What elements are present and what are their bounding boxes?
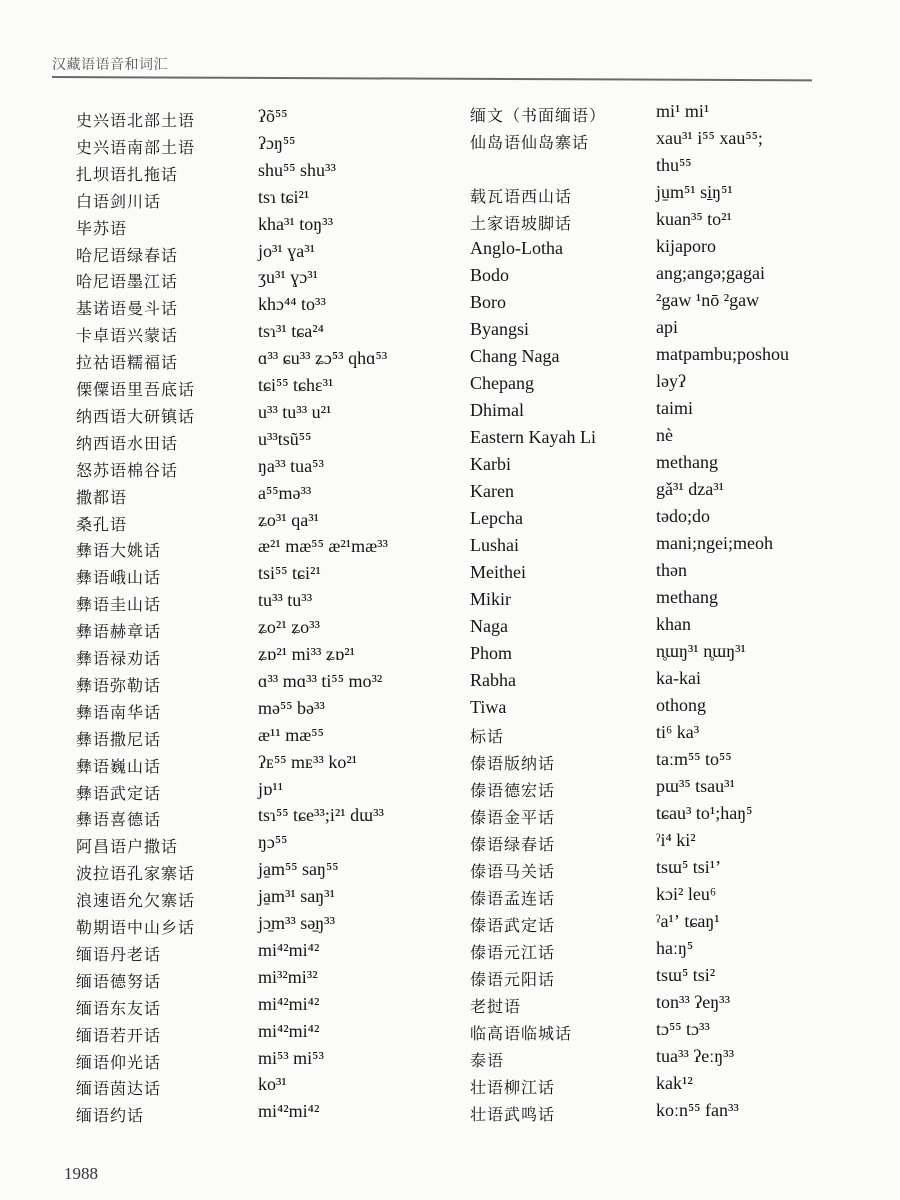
language-name: 傣语绿春话	[470, 835, 556, 854]
phonetic-form: tsi⁵⁵ tɕi²¹	[258, 563, 321, 584]
language-name: 傣语元阳话	[470, 970, 556, 989]
phonetic-form: mi¹ mi¹	[656, 101, 710, 121]
language-name: 傣语版纳话	[470, 754, 556, 773]
language-name: 仙岛语仙岛寨话	[470, 133, 590, 152]
phonetic-form: mə⁵⁵ bə³³	[258, 697, 325, 718]
phonetic-form: tsɯ⁵ tsi²	[656, 965, 716, 985]
language-name: 哈尼语墨江话	[76, 272, 179, 292]
phonetic-form: shu⁵⁵ shu³³	[258, 159, 336, 180]
language-name: Boro	[470, 292, 506, 312]
phonetic-form: ˀi⁴ ki²	[656, 830, 696, 850]
phonetic-form: ti⁶ ka³	[656, 722, 700, 742]
phonetic-form: tsɿ tɕi²¹	[258, 186, 310, 207]
language-name: 史兴语南部土语	[76, 137, 196, 157]
phonetic-form: a⁵⁵mə³³	[258, 482, 312, 503]
language-name: 波拉语孔家寨话	[76, 864, 196, 884]
language-name: Mikir	[470, 589, 512, 609]
phonetic-form: ʑo³¹ qa³¹	[258, 509, 319, 530]
language-name: 傣语孟连话	[470, 889, 556, 908]
phonetic-form: tua³³ ʔeːŋ³³	[656, 1046, 734, 1066]
phonetic-form: pɯ³⁵ tsau³¹	[656, 776, 735, 796]
phonetic-form: ɑ³³ ɕu³³ ʑɔ⁵³ qhɑ⁵³	[258, 348, 388, 369]
language-name: 彝语武定话	[76, 783, 162, 803]
phonetic-form: jo³¹ ɣa³¹	[258, 240, 316, 261]
header-rule	[52, 76, 812, 81]
language-name: Eastern Kayah Li	[470, 427, 596, 447]
phonetic-form: ʔᴇ⁵⁵ mᴇ³³ ko²¹	[258, 751, 358, 772]
phonetic-form: kha³¹ toŋ³³	[258, 213, 333, 234]
language-name: Bodo	[470, 265, 510, 285]
language-name: Chang Naga	[470, 346, 560, 366]
phonetic-form: haːŋ⁵	[656, 938, 694, 958]
phonetic-form: mi⁴²mi⁴²	[258, 1101, 320, 1122]
language-name: Naga	[470, 616, 508, 636]
phonetic-form: ka-kai	[656, 668, 701, 688]
language-name: 基诺语曼斗话	[76, 299, 179, 319]
language-name: 傣语德宏话	[470, 781, 556, 800]
language-name: 勒期语中山乡话	[76, 918, 196, 937]
language-name: Phom	[470, 643, 513, 663]
language-name: Karbi	[470, 454, 511, 474]
phonetic-form: ton³³ ʔeŋ³³	[656, 992, 730, 1012]
language-name: 哈尼语绿春话	[76, 245, 179, 265]
phonetic-form: ko³¹	[258, 1074, 287, 1095]
language-name: 史兴语北部土语	[76, 111, 196, 130]
language-name: 阿昌语户撒话	[76, 837, 179, 857]
language-name: 彝语禄劝话	[76, 649, 162, 668]
language-name: 缅语东友话	[76, 998, 162, 1018]
phonetic-form: ɑ³³ mɑ³³ ti⁵⁵ mo³²	[258, 670, 383, 691]
phonetic-form: koːn⁵⁵ fan³³	[656, 1100, 739, 1120]
phonetic-form: api	[656, 317, 678, 337]
language-name: Karen	[470, 481, 514, 501]
language-name: Meithei	[470, 562, 526, 582]
phonetic-form: ŋa³³ tua⁵³	[258, 455, 324, 476]
phonetic-form: matpambu;poshou	[656, 344, 789, 364]
language-name: Anglo-Lotha	[470, 238, 563, 258]
language-name: 彝语巍山话	[76, 756, 162, 776]
phonetic-form: jɒ¹¹	[258, 778, 284, 799]
phonetic-form: methang	[656, 587, 718, 607]
phonetic-form: tɕi⁵⁵ tɕhɛ³¹	[258, 375, 334, 395]
language-name: 缅语约话	[76, 1106, 145, 1126]
phonetic-form: tədo;do	[656, 506, 710, 526]
phonetic-form: n̥ɯŋ³¹ n̥ɯŋ³¹	[656, 641, 746, 661]
phonetic-form: ləyʔ	[656, 371, 686, 391]
language-name: 扎坝语扎拖话	[76, 164, 179, 184]
language-name: Chepang	[470, 373, 534, 393]
language-name: 缅文（书面缅语）	[470, 106, 607, 125]
language-name: 缅语德努话	[76, 971, 162, 991]
language-name: 彝语赫章话	[76, 622, 162, 642]
language-name: Lepcha	[470, 508, 523, 528]
language-name: 撒都语	[76, 487, 128, 507]
language-name: 傈僳语里吾底话	[76, 380, 196, 399]
language-name: Lushai	[470, 535, 519, 555]
language-name: 傣语元江话	[470, 943, 556, 962]
phonetic-form: nè	[656, 425, 673, 445]
language-name: 浪速语允欠寨话	[76, 891, 196, 911]
language-name: 缅语仰光话	[76, 1052, 162, 1072]
phonetic-form: ju̠m⁵¹ si̠ŋ⁵¹	[656, 182, 733, 202]
phonetic-form: kɔi² leu⁶	[656, 884, 717, 904]
phonetic-form: æ¹¹ mæ⁵⁵	[258, 724, 324, 745]
phonetic-form: kijaporo	[656, 236, 716, 256]
phonetic-form: mi⁴²mi⁴²	[258, 939, 320, 960]
phonetic-form: mi⁴²mi⁴²	[258, 993, 320, 1014]
phonetic-form: ang;angə;gagai	[656, 263, 765, 283]
language-name: 纳西语大研镇话	[76, 406, 196, 426]
phonetic-form: tsɿ³¹ tɕa²⁴	[258, 321, 324, 342]
phonetic-form: u³³tsũ⁵⁵	[258, 428, 312, 449]
language-name: 彝语撒尼话	[76, 729, 162, 749]
language-name: 白语剑川话	[76, 191, 162, 211]
page-number: 1988	[64, 1164, 98, 1183]
phonetic-form: ²gaw ¹nō ²gaw	[656, 290, 760, 310]
language-name: 彝语南华话	[76, 702, 162, 722]
phonetic-form: mi⁵³ mi⁵³	[258, 1047, 324, 1068]
phonetic-form: tɕau³ to¹;haŋ⁵	[656, 803, 753, 823]
phonetic-form: khɔ⁴⁴ to³³	[258, 294, 326, 315]
phonetic-form: taːm⁵⁵ to⁵⁵	[656, 749, 732, 769]
phonetic-form: kak¹²	[656, 1073, 693, 1093]
phonetic-form: kuan³⁵ to²¹	[656, 209, 732, 229]
phonetic-form: jɔ̠m³³ sə̠ŋ³³	[258, 913, 335, 933]
phonetic-form: ʑɒ²¹ mi³³ ʑɒ²¹	[258, 644, 356, 664]
language-name: 标话	[470, 727, 505, 746]
phonetic-form: mi⁴²mi⁴²	[258, 1020, 320, 1041]
language-name: 拉祜语糯福话	[76, 353, 179, 373]
phonetic-form: thu⁵⁵	[656, 155, 692, 175]
language-name: Byangsi	[470, 319, 530, 339]
language-name: Dhimal	[470, 400, 524, 420]
phonetic-form: ˀa¹ʼ tɕaŋ¹	[656, 911, 720, 931]
language-name: 彝语喜德话	[76, 810, 162, 830]
phonetic-form: taimi	[656, 398, 693, 418]
phonetic-form: tsɯ⁵ tsi¹ʼ	[656, 857, 722, 877]
language-name: 纳西语水田话	[76, 433, 179, 453]
language-name: 彝语峨山话	[76, 568, 162, 588]
language-name: 傣语武定话	[470, 916, 556, 935]
language-name: 载瓦语西山话	[470, 187, 573, 206]
language-name: 壮语柳江话	[470, 1078, 556, 1097]
language-name: 老挝语	[470, 997, 522, 1016]
language-name: 壮语武鸣话	[470, 1105, 556, 1124]
phonetic-form: ʔõ⁵⁵	[258, 106, 288, 126]
language-name: 缅语茵达话	[76, 1079, 162, 1099]
phonetic-form: ʑo²¹ ʑo³³	[258, 617, 320, 638]
phonetic-form: ŋɔ⁵⁵	[258, 832, 288, 853]
language-name: 泰语	[470, 1051, 505, 1070]
language-name: Tiwa	[470, 697, 507, 717]
phonetic-form: khan	[656, 614, 691, 634]
running-header: 汉藏语语音和词汇	[52, 57, 168, 73]
phonetic-form: ja̠m³¹ saŋ³¹	[258, 886, 335, 907]
phonetic-form: ja̠m⁵⁵ saŋ⁵⁵	[258, 859, 339, 880]
phonetic-form: æ²¹ mæ⁵⁵ æ²¹mæ³³	[258, 536, 388, 557]
phonetic-form: thən	[656, 560, 687, 580]
language-name: 缅语若开话	[76, 1025, 162, 1045]
phonetic-form: mi³²mi³²	[258, 966, 318, 987]
language-name: 毕苏语	[76, 218, 128, 238]
language-name: 傣语马关话	[470, 862, 556, 881]
phonetic-form: gǎ³¹ dza³¹	[656, 479, 725, 499]
language-name: 彝语弥勒话	[76, 675, 162, 695]
language-name: 桑孔语	[76, 514, 128, 534]
phonetic-form: ʔɔŋ⁵⁵	[258, 132, 296, 153]
phonetic-form: mani;ngei;meoh	[656, 533, 773, 553]
phonetic-form: methang	[656, 452, 718, 472]
language-name: 傣语金平话	[470, 808, 556, 827]
phonetic-form: u³³ tu³³ u²¹	[258, 401, 332, 422]
language-name: Rabha	[470, 670, 516, 690]
phonetic-form: tu³³ tu³³	[258, 590, 313, 611]
phonetic-form: tsɿ⁵⁵ tɕe³³;i²¹ dɯ³³	[258, 805, 384, 826]
language-name: 彝语大姚话	[76, 541, 162, 561]
phonetic-form: tɔ⁵⁵ tɔ³³	[656, 1019, 710, 1039]
language-name: 土家语坡脚话	[470, 214, 573, 233]
phonetic-form: othong	[656, 695, 707, 715]
phonetic-form: ʒu³¹ ɣɔ³¹	[258, 267, 319, 288]
language-name: 彝语圭山话	[76, 595, 162, 615]
language-name: 缅语丹老话	[76, 944, 162, 964]
language-name: 卡卓语兴蒙话	[76, 326, 179, 346]
language-name: 临高语临城话	[470, 1024, 573, 1043]
language-name: 怒苏语棉谷话	[76, 460, 179, 480]
phonetic-form: xau³¹ i⁵⁵ xau⁵⁵;	[656, 128, 763, 148]
